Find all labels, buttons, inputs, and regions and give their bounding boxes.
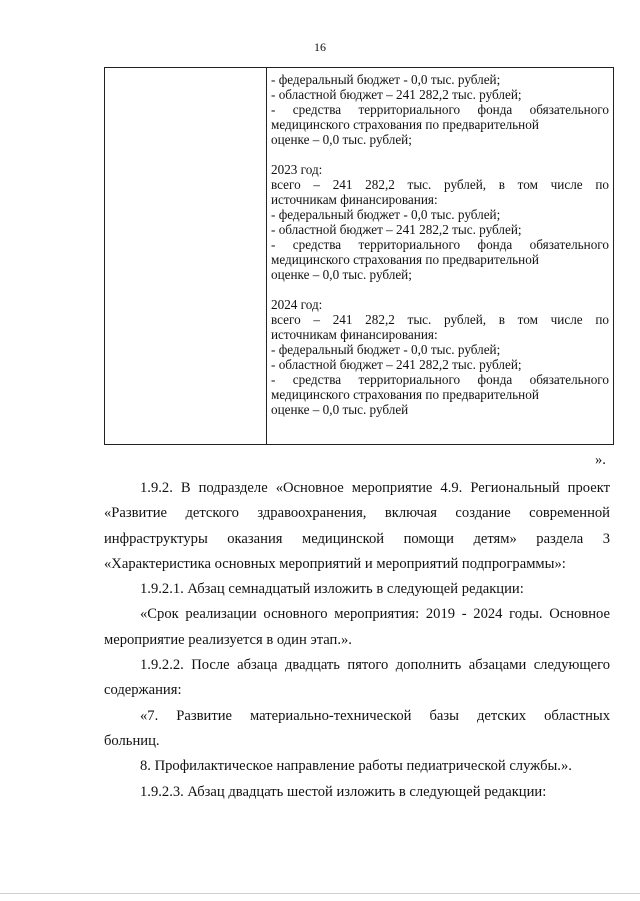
table-line: - областной бюджет – 241 282,2 тыс. рублей;: [271, 87, 522, 102]
table-line: - областной бюджет – 241 282,2 тыс. рублей;: [271, 357, 522, 372]
body-line: «7. Развитие материально-технической базы детских областных: [140, 707, 610, 724]
table-line: оценке – 0,0 тыс. рублей: [271, 402, 409, 417]
table-line: - средства территориального фонда обязательного: [271, 237, 609, 252]
body-line: «Характеристика основных мероприятий и мероприятий подпрограммы»:: [104, 555, 566, 572]
table-line: 2024 год:: [271, 297, 323, 312]
document-body: [104, 476, 610, 805]
body-line: 1.9.2.2. После абзаца двадцать пятого дополнить абзацами следующего: [140, 657, 610, 674]
table-line: источникам финансирования:: [271, 192, 438, 207]
table-line: медицинского страхования по предварительной: [271, 387, 539, 402]
table-blank-line: [271, 147, 609, 162]
table-line: - федеральный бюджет - 0,0 тыс. рублей;: [271, 207, 501, 222]
page-number: 16: [314, 40, 326, 54]
table-line: оценке – 0,0 тыс. рублей;: [271, 132, 412, 147]
table-line: - средства территориального фонда обязательного: [271, 102, 609, 117]
table-line: медицинского страхования по предварительной: [271, 252, 539, 267]
table-right-cell: [267, 68, 613, 444]
table-line: медицинского страхования по предварительной: [271, 117, 539, 132]
table-line: 2023 год:: [271, 162, 323, 177]
table-line: - федеральный бюджет - 0,0 тыс. рублей;: [271, 72, 501, 87]
body-line: инфраструктуры оказания медицинской помощи детям» раздела 3: [104, 530, 610, 547]
body-line: «Срок реализации основного мероприятия: 2019 - 2024 годы. Основное: [140, 606, 610, 623]
table-line: - федеральный бюджет - 0,0 тыс. рублей;: [271, 342, 501, 357]
bottom-rule: [0, 893, 640, 894]
body-line: 1.9.2.1. Абзац семнадцатый изложить в следующей редакции:: [140, 581, 524, 598]
table-line: всего – 241 282,2 тыс. рублей, в том числе по: [271, 312, 609, 327]
body-line: «Развитие детского здравоохранения, включая создание современной: [104, 505, 610, 522]
table-line: - областной бюджет – 241 282,2 тыс. рублей;: [271, 222, 522, 237]
body-line: 8. Профилактическое направление работы педиатрической службы.».: [140, 758, 572, 775]
closing-quote: ».: [595, 452, 606, 468]
financing-table: [104, 67, 614, 445]
body-line: больниц.: [104, 732, 160, 749]
table-line: - средства территориального фонда обязательного: [271, 372, 609, 387]
body-line: 1.9.2. В подразделе «Основное мероприятие 4.9. Региональный проект: [140, 480, 610, 496]
table-left-cell: [105, 68, 267, 444]
table-line: источникам финансирования:: [271, 327, 438, 342]
table-line: всего – 241 282,2 тыс. рублей, в том числе по: [271, 177, 609, 192]
table-blank-line: [271, 282, 609, 297]
body-line: мероприятие реализуется в один этап.».: [104, 631, 352, 648]
table-line: оценке – 0,0 тыс. рублей;: [271, 267, 412, 282]
body-line: 1.9.2.3. Абзац двадцать шестой изложить в следующей редакции:: [140, 783, 547, 800]
body-line: содержания:: [104, 682, 182, 699]
